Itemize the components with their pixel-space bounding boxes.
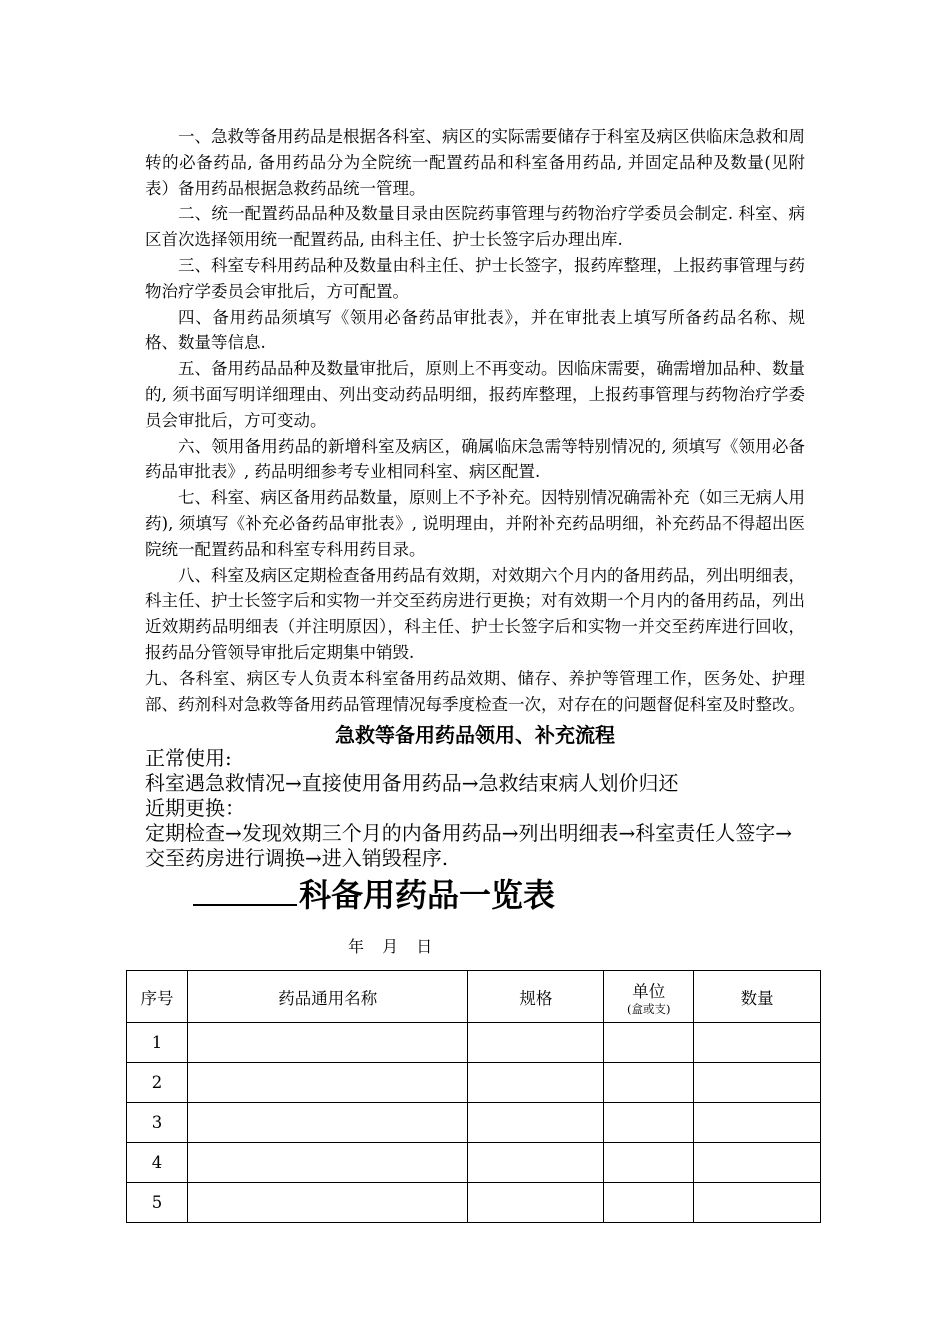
list-title: [193, 873, 555, 917]
cell-unit[interactable]: [604, 1063, 694, 1103]
flow-recent-steps: 定期检查→发现效期三个月的内备用药品→列出明细表→科室责任人签字→交至药房进行调换→进入销毁程序.: [145, 821, 793, 870]
row-seq: 5: [127, 1183, 188, 1223]
cell-name[interactable]: [187, 1103, 468, 1143]
date-day: 日: [416, 937, 433, 956]
flow-normal-label: 正常使用:: [145, 746, 232, 770]
cell-unit[interactable]: [604, 1143, 694, 1183]
header-unit-note: (盒或支): [626, 1001, 671, 1016]
header-unit-label: 单位: [632, 981, 666, 1001]
rule-2: 二、统一配置药品品种及数量目录由医院药事管理与药物治疗学委员会制定. 科室、病区首次选择领用统一配置药品, 由科主任、护士长签字后办理出库.: [145, 204, 805, 250]
row-seq: 4: [127, 1143, 188, 1183]
header-qty: 数量: [694, 971, 821, 1023]
table-row: [127, 1183, 821, 1223]
table-row: [127, 1143, 821, 1183]
cell-unit[interactable]: [604, 1103, 694, 1143]
cell-qty[interactable]: [694, 1183, 821, 1223]
rule-3: 三、科室专科用药品种及数量由科主任、护士长签字，报药库整理，上报药事管理与药物治疗学委员会审批后，方可配置。: [145, 255, 805, 301]
rule-1: 一、急救等备用药品是根据各科室、病区的实际需要储存于科室及病区供临床急救和周转的必备药品, 备用药品分为全院统一配置药品和科室备用药品, 并固定品种及数量(见附表）备用药品根据急救药品统一管理。: [145, 127, 805, 198]
rule-8: 八、科室及病区定期检查备用药品有效期，对效期六个月内的备用药品，列出明细表，科主任、护士长签字后和实物一并交至药房进行更换；对有效期一个月内的备用药品，列出近效期药品明细表（并注明原因），科主任、护士长签字后和实物一并交至药库进行回收，报药品分管领导审批后定期集中销毁.: [145, 565, 805, 662]
cell-unit[interactable]: [604, 1183, 694, 1223]
header-seq: 序号: [127, 971, 188, 1023]
cell-name[interactable]: [187, 1183, 468, 1223]
cell-unit[interactable]: [604, 1023, 694, 1063]
table-row: [127, 1063, 821, 1103]
date-month: 月: [382, 937, 399, 956]
cell-qty[interactable]: [694, 1023, 821, 1063]
header-unit: [604, 971, 694, 1023]
drug-table: [126, 970, 821, 1223]
row-seq: 2: [127, 1063, 188, 1103]
cell-name[interactable]: [187, 1023, 468, 1063]
cell-name[interactable]: [187, 1143, 468, 1183]
header-spec: 规格: [468, 971, 604, 1023]
table-row: [127, 1023, 821, 1063]
cell-qty[interactable]: [694, 1143, 821, 1183]
flow-title: 急救等备用药品领用、补充流程: [335, 723, 615, 747]
flow-recent-label: 近期更换：: [145, 796, 245, 820]
rule-7: 七、科室、病区备用药品数量，原则上不予补充。因特别情况确需补充（如三无病人用药), 须填写《补充必备药品审批表》, 说明理由，并附补充药品明细，补充药品不得超出医院统一配置药品和科室专科用药目录。: [145, 488, 805, 559]
cell-name[interactable]: [187, 1063, 468, 1103]
rule-6: 六、领用备用药品的新增科室及病区，确属临床急需等特别情况的, 须填写《领用必备药品审批表》, 药品明细参考专业相同科室、病区配置.: [145, 436, 805, 482]
table-header-row: [127, 971, 821, 1023]
cell-spec[interactable]: [468, 1023, 604, 1063]
header-name: 药品通用名称: [187, 971, 468, 1023]
cell-spec[interactable]: [468, 1103, 604, 1143]
rule-4: 四、备用药品须填写《领用必备药品审批表》，并在审批表上填写所备药品名称、规格、数量等信息.: [145, 307, 805, 353]
row-seq: 3: [127, 1103, 188, 1143]
list-title-text: 科备用药品一览表: [299, 876, 556, 914]
flow-section: [145, 746, 805, 871]
date-year: 年: [348, 937, 365, 956]
cell-qty[interactable]: [694, 1103, 821, 1143]
cell-spec[interactable]: [468, 1063, 604, 1103]
flow-normal-steps: 科室遇急救情况→直接使用备用药品→急救结束病人划价归还: [145, 771, 679, 795]
table-row: [127, 1103, 821, 1143]
department-blank: [193, 874, 297, 906]
rule-5: 五、备用药品品种及数量审批后，原则上不再变动。因临床需要，确需增加品种、数量的, 须书面写明详细理由、列出变动药品明细，报药库整理，上报药事管理与药物治疗学委员会审批后，方可变动。: [145, 359, 805, 430]
cell-qty[interactable]: [694, 1063, 821, 1103]
row-seq: 1: [127, 1023, 188, 1063]
rule-9: 九、各科室、病区专人负责本科室备用药品效期、储存、养护等管理工作，医务处、护理部、药剂科对急救等备用药品管理情况每季度检查一次，对存在的问题督促科室及时整改。: [145, 668, 805, 714]
rules-section: [145, 124, 805, 717]
cell-spec[interactable]: [468, 1143, 604, 1183]
date-line: [348, 934, 445, 957]
cell-spec[interactable]: [468, 1183, 604, 1223]
